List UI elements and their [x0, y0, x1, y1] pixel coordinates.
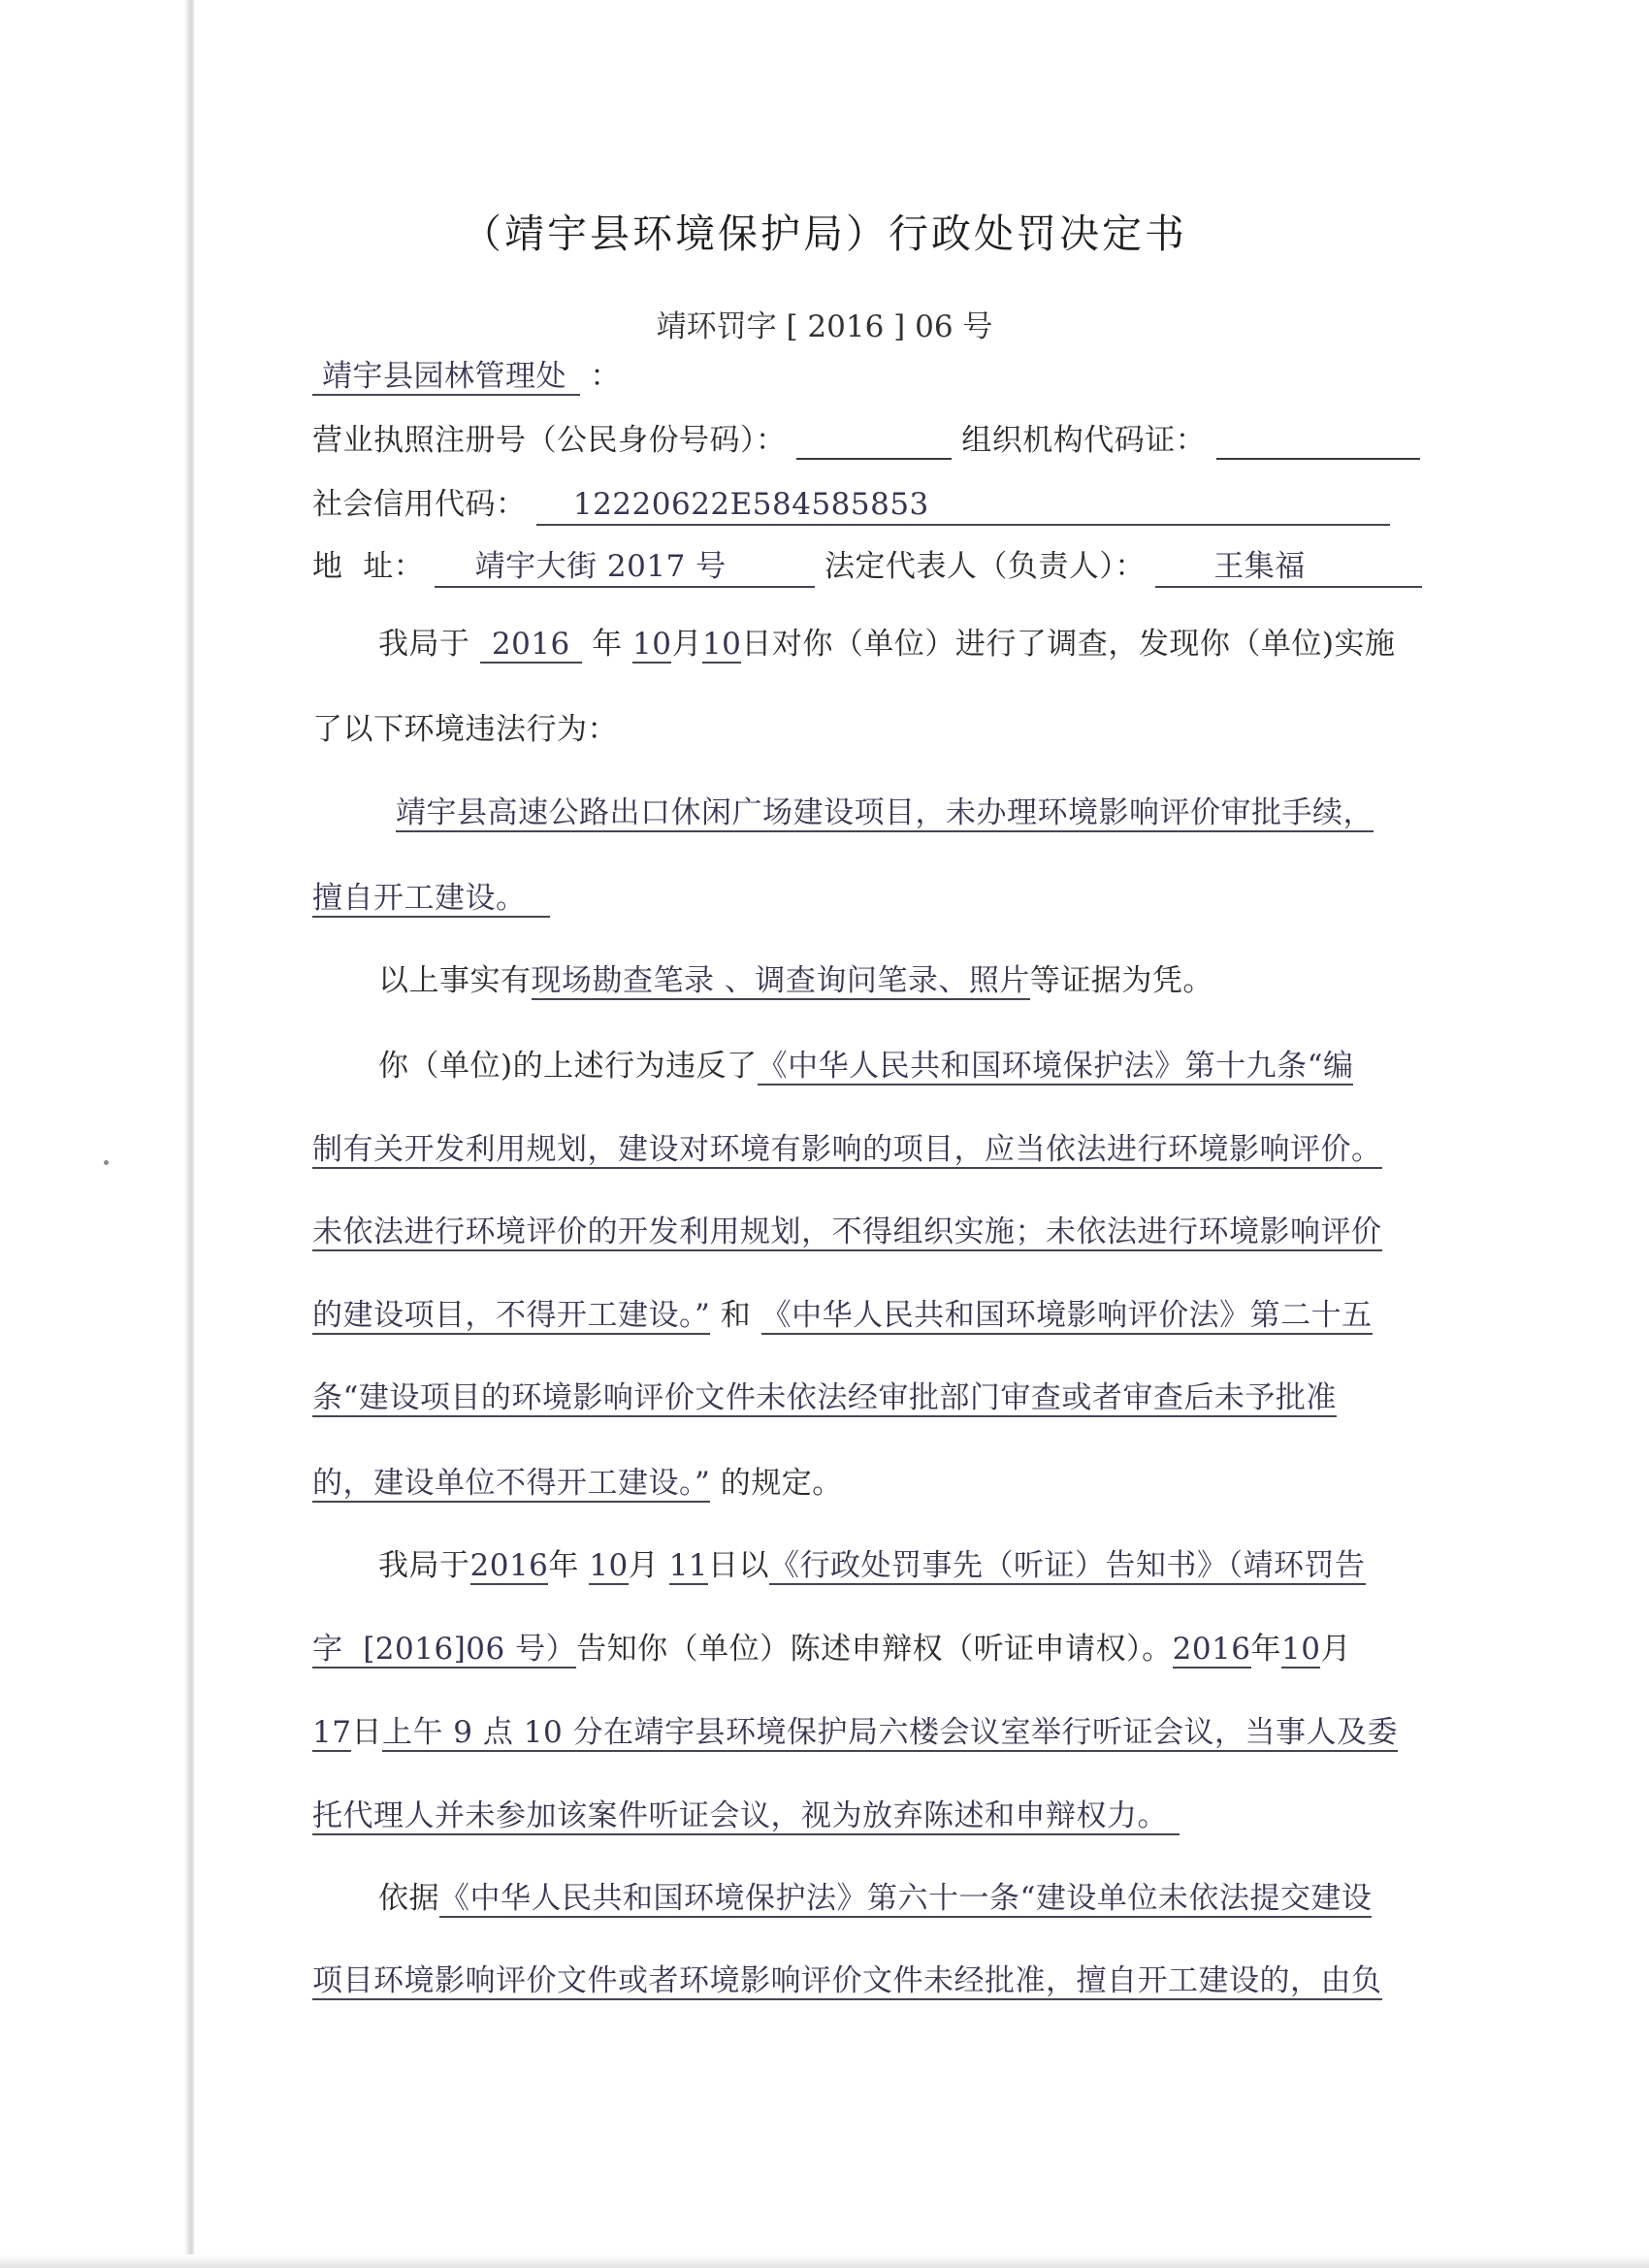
evidence-text-a: 以上事实有: [378, 963, 532, 998]
basis-line2: [312, 1961, 1382, 2000]
notice-year: 2016: [469, 1548, 549, 1583]
violation-text-2: 擅自开工建设。: [312, 881, 550, 918]
law-line5: [312, 1378, 1337, 1417]
law-citation-2: 《中华人民共和国环境影响评价法》第二十五: [760, 1298, 1373, 1333]
credit-value: 12220622E584585853: [536, 485, 1390, 526]
law-line3: [312, 1213, 1382, 1251]
law-text-6a: 的，建设单位不得开工建设。”: [312, 1466, 711, 1501]
license-line: [312, 421, 1420, 460]
hearing-text-1a: 我局于: [378, 1548, 470, 1583]
law-line2: [312, 1130, 1382, 1169]
evidence-text-c: 等证据为凭。: [1029, 963, 1213, 998]
law-text-4a: 的建设项目，不得开工建设。”: [312, 1298, 711, 1333]
scan-shadow-bottom: [0, 2254, 1649, 2268]
hearing-line4: [312, 1797, 1180, 1835]
addressee-colon: ：: [590, 359, 621, 394]
hearing-text-4: 托代理人并未参加该案件听证会议，视为放弃陈述和申辩权力。: [312, 1798, 1180, 1835]
org-code-blank: [1216, 427, 1420, 460]
basis-line1: [378, 1879, 1372, 1918]
document-number: 靖环罚字 [ 2016 ] 06 号: [656, 309, 993, 344]
para1-text-a: 我局于: [378, 627, 470, 662]
law-line4: [312, 1296, 1373, 1335]
inspection-year: 2016: [480, 627, 582, 664]
addressee-line: [312, 357, 621, 396]
hearing-details: 上午 9 点 10 分在靖宇县环境保护局六楼会议室举行听证会议，当事人及委: [381, 1715, 1399, 1750]
license-blank: [796, 427, 952, 460]
hearing-month: 10: [1281, 1632, 1321, 1667]
violation-text-1: 靖宇县高速公路出口休闲广场建设项目，未办理环境影响评价审批手续，: [396, 795, 1374, 830]
hearing-text-3a: 日: [351, 1715, 382, 1750]
address-value: 靖宇大街 2017 号: [435, 547, 815, 588]
hearing-line3: [312, 1713, 1398, 1752]
hearing-text-1c: 月: [628, 1548, 660, 1583]
hearing-line2: [312, 1630, 1351, 1669]
para1-line2: 了以下环境违法行为：: [312, 712, 618, 747]
para1-text-c: 月: [671, 627, 702, 662]
scan-speck: [104, 1160, 109, 1165]
hearing-text-1d: 日以: [708, 1548, 770, 1583]
law-text-6b: 的规定。: [720, 1466, 843, 1501]
law-line6: [312, 1464, 843, 1503]
law-text-1a: 你（单位)的上述行为违反了: [378, 1049, 758, 1084]
law-citation-1: 《中华人民共和国环境保护法》第十九条“编: [757, 1049, 1354, 1084]
violation-line2: [312, 879, 550, 918]
legal-rep-value: 王集福: [1155, 547, 1422, 588]
law-line1: [378, 1047, 1353, 1085]
hearing-text-2c: 年: [1250, 1632, 1281, 1667]
credit-label: 社会信用代码：: [312, 487, 527, 522]
address-line: [312, 547, 1422, 588]
evidence-line: [378, 961, 1213, 1000]
license-label: 营业执照注册号（公民身份号码）：: [312, 423, 787, 458]
law-text-4b: 和: [720, 1298, 752, 1333]
basis-text-1a: 依据: [378, 1881, 439, 1916]
address-label: 地 址：: [312, 549, 425, 584]
hearing-text-1b: 年: [548, 1548, 579, 1583]
notice-number: 字 [2016]06 号）: [312, 1632, 577, 1667]
para1-text-b: 年: [592, 627, 623, 662]
law-text-2: 制有关开发利用规划，建设对环境有影响的项目，应当依法进行环境影响评价。: [312, 1132, 1382, 1167]
evidence-items: 现场勘查笔录 、调查询问笔录、照片: [531, 963, 1030, 998]
basis-text-2: 项目环境影响评价文件或者环境影响评价文件未经批准，擅自开工建设的，由负: [312, 1963, 1382, 1998]
law-text-3: 未依法进行环境评价的开发利用规划，不得组织实施；未依法进行环境影响评价: [312, 1215, 1382, 1249]
hearing-line1: [378, 1546, 1366, 1585]
notice-day: 11: [668, 1548, 709, 1583]
inspection-month: 10: [631, 627, 672, 662]
hearing-year: 2016: [1172, 1632, 1251, 1667]
violation-line1: [396, 794, 1374, 832]
law-text-5: 条“建设项目的环境影响评价文件未依法经审批部门审查或者审查后未予批准: [312, 1380, 1337, 1415]
basis-citation: 《中华人民共和国环境保护法》第六十一条“建设单位未依法提交建设: [439, 1881, 1373, 1916]
document-title: （靖宇县环境保护局）行政处罚决定书: [462, 211, 1187, 257]
notice-month: 10: [589, 1548, 629, 1583]
para1-line1: [378, 625, 1395, 664]
org-code-label: 组织机构代码证：: [961, 423, 1207, 458]
inspection-day: 10: [701, 627, 742, 662]
addressee-name: 靖宇县园林管理处: [312, 359, 580, 396]
hearing-text-2d: 月: [1320, 1632, 1351, 1667]
hearing-text-2b: 告知你（单位）陈述申辩权（听证申请权）。: [576, 1632, 1173, 1667]
credit-line: [312, 485, 1390, 526]
para1-text-d: 日对你（单位）进行了调查，发现你（单位)实施: [741, 627, 1396, 662]
notice-document: 《行政处罚事先（听证）告知书》（靖环罚告: [769, 1548, 1366, 1583]
hearing-day: 17: [312, 1715, 352, 1750]
legal-rep-label: 法定代表人（负责人）：: [824, 549, 1146, 584]
